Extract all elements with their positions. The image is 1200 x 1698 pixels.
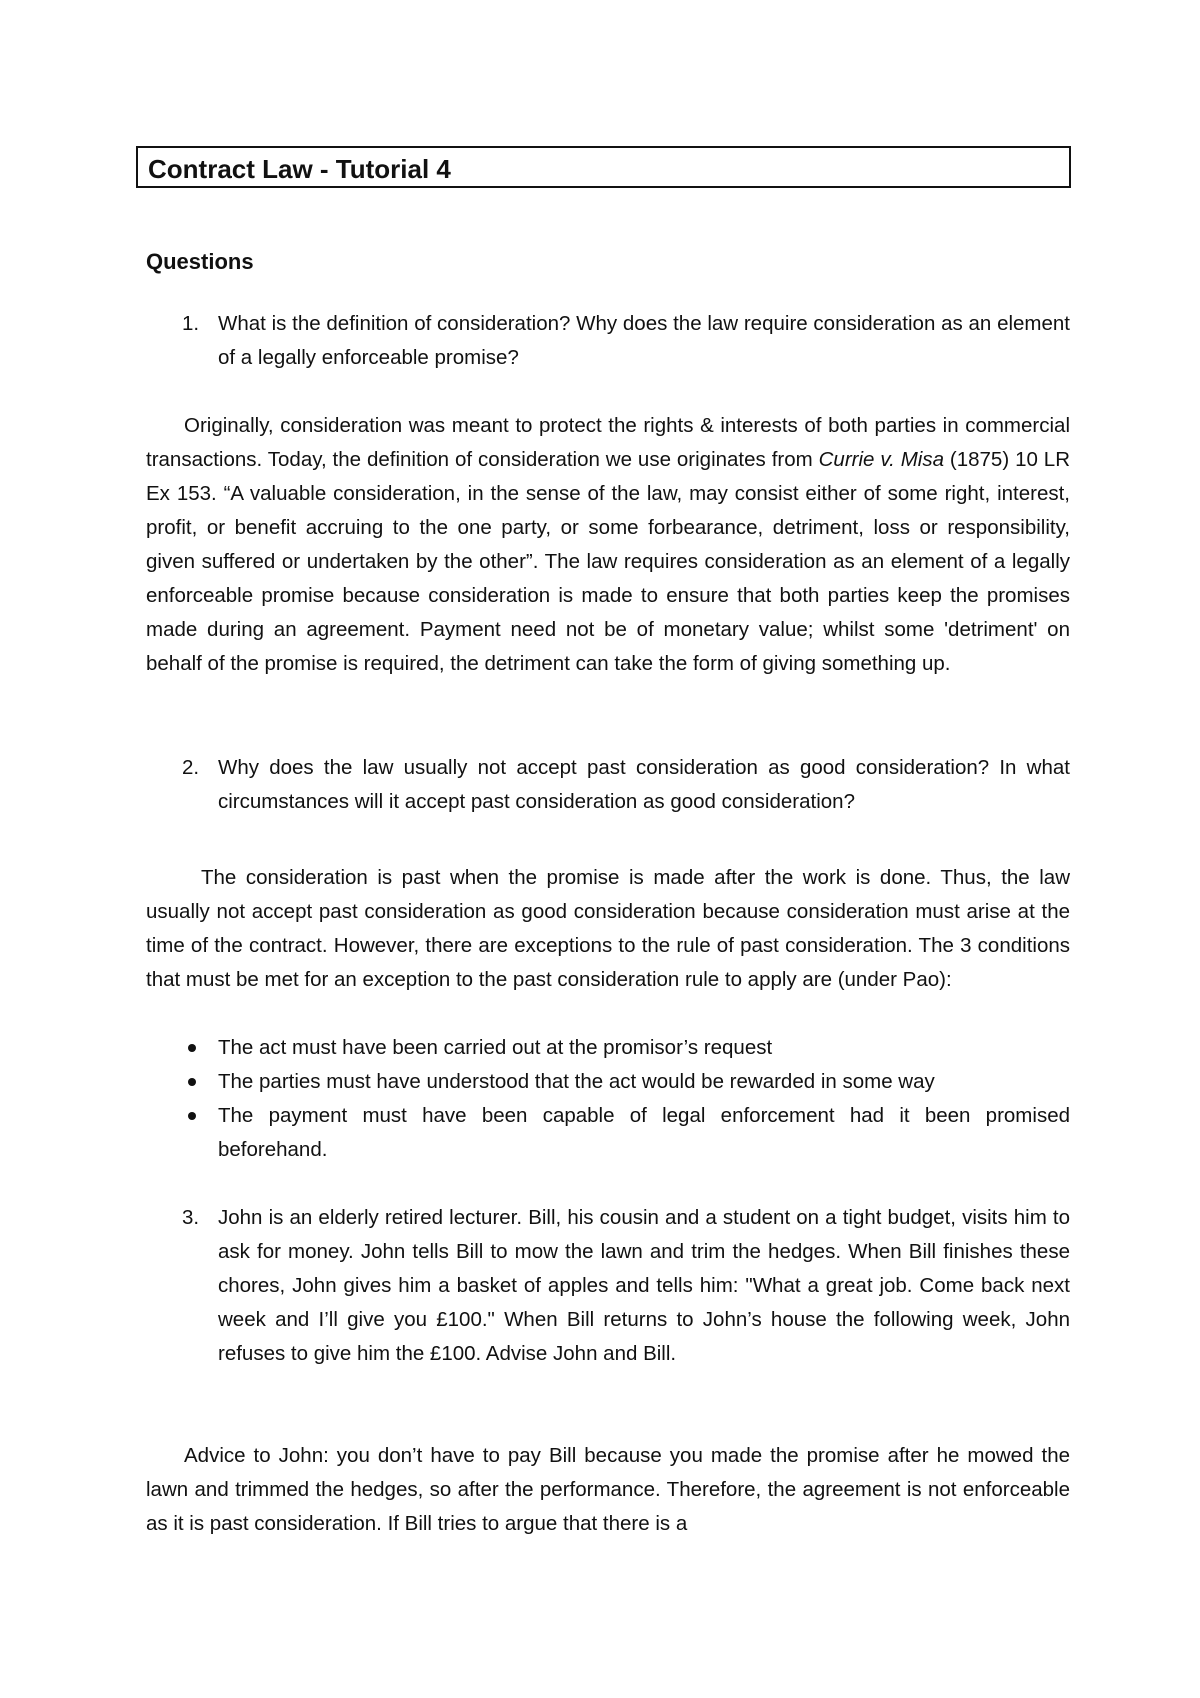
list-item (146, 1099, 1070, 1167)
bullet-icon (188, 1044, 196, 1052)
question-3-number: 3. (182, 1206, 200, 1229)
list-item-text: The parties must have understood that the act would be rewarded in some way (218, 1070, 935, 1093)
question-1-number: 1. (182, 312, 200, 335)
case-citation: Currie v. Misa (818, 448, 944, 471)
question-3-answer: Advice to John: you don’t have to pay Bill because you made the promise after he mowed the lawn and trimmed the hedges, so after the performance. Therefore, the agreement is not enforceable as it is past consideration. If Bill tries to argue that there is a (146, 1444, 1070, 1535)
answer-1-part-1: Originally, consideration was meant to protect the rights & interests of both parties in commercial transactions. Today, the definition of consideration we use originates from (146, 414, 1070, 471)
document-title: Contract Law - Tutorial 4 (148, 154, 451, 184)
title-box (136, 146, 1071, 188)
answer-1-part-2: (1875) 10 LR Ex 153. “A valuable consideration, in the sense of the law, may consist either of some right, interest, profit, or benefit accruing to the one party, or some forbearance, detriment, loss or responsibility, given suffered or undertaken by the other”. The law requires consideration as an element of a legally enforceable promise because consideration is made to ensure that both parties keep the promises made during an agreement. Payment need not be of monetary value; whilst some 'detriment' on behalf of the promise is required, the detriment can take the form of giving something up. (146, 448, 1070, 675)
list-item (146, 1031, 1070, 1065)
bullet-icon (188, 1078, 196, 1086)
conditions-list (146, 1031, 1070, 1167)
question-1-text: What is the definition of consideration? Why does the law require consideration as an element of a legally enforceable promise? (218, 312, 1070, 369)
list-item-text: The payment must have been capable of legal enforcement had it been promised beforehand. (218, 1104, 1070, 1161)
list-item-text: The act must have been carried out at the promisor’s request (218, 1036, 773, 1059)
bullet-icon (188, 1112, 196, 1120)
question-2-answer: The consideration is past when the promise is made after the work is done. Thus, the law usually not accept past consideration as good consideration because consideration must arise at the time of the contract. However, there are exceptions to the rule of past consideration. The 3 conditions that must be met for an exception to the past consideration rule to apply are (under Pao): (146, 866, 1070, 991)
question-2-text: Why does the law usually not accept past consideration as good consideration? In what circumstances will it accept past consideration as good consideration? (218, 756, 1070, 813)
question-3-text: John is an elderly retired lecturer. Bill, his cousin and a student on a tight budget, visits him to ask for money. John tells Bill to mow the lawn and trim the hedges. When Bill finishes these chores, John gives him a basket of apples and tells him: "What a great job. Come back next week and I’ll give you £100." When Bill returns to John’s house the following week, John refuses to give him the £100. Advise John and Bill. (218, 1206, 1070, 1365)
question-1-answer (146, 409, 1070, 681)
questions-heading: Questions (146, 249, 254, 274)
list-item (146, 1065, 1070, 1099)
question-2-number: 2. (182, 756, 200, 779)
